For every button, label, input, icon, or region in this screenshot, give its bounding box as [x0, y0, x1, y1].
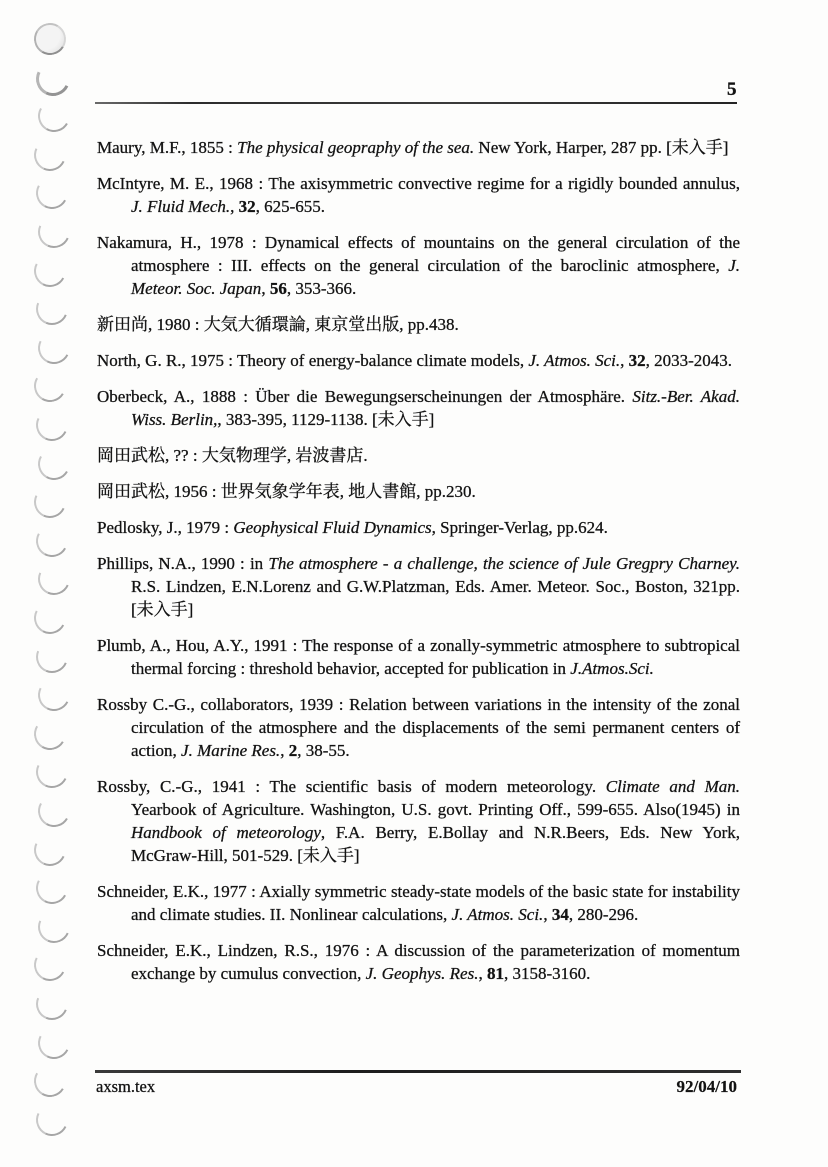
reference-text-segment: , [280, 741, 289, 760]
reference-text-segment: , 38-55. [297, 741, 350, 760]
binding-ring-mark [31, 57, 74, 100]
reference-text-segment: Phillips, N.A., 1990 : in [97, 554, 269, 573]
reference-text-segment: Schneider, E.K., 1977 : Axially symmetric steady-state models of the basic state for instability and climate studies. II. Nonlinear calculations, [97, 882, 740, 924]
binding-ring-mark [29, 134, 70, 175]
reference-text-segment: Geophysical Fluid Dynamics [233, 518, 432, 537]
binding-ring-mark [31, 20, 70, 59]
footer-date: 92/04/10 [676, 1077, 737, 1096]
reference-text-segment: McIntyre, M. E., 1968 : The axisymmetric convective regime for a rigidly bounded annulus, [97, 174, 740, 193]
reference-entry [97, 775, 740, 867]
binding-ring-mark [33, 906, 74, 947]
reference-text-segment: Nakamura, H., 1978 : Dynamical effects of mountains on the general circulation of the atmosphere : III. effects on the general circulation of the baroclinic atmosphere, [97, 233, 740, 275]
reference-text-segment: Plumb, A., Hou, A.Y., 1991 : The response of a zonally-symmetric atmosphere to subtropical thermal forcing : threshold behavior, accepted for publication in [97, 636, 740, 678]
binding-ring-mark [30, 251, 70, 291]
reference-entry [97, 172, 740, 218]
binding-ring-mark [31, 367, 70, 406]
reference-text-segment: 81 [486, 964, 504, 983]
reference-entry [97, 136, 740, 159]
reference-text-segment: The physical geopraphy of the sea. [237, 138, 475, 157]
binding-ring-mark [34, 328, 74, 368]
binding-ring-mark [34, 97, 73, 136]
binding-ring-mark [32, 1099, 73, 1140]
reference-text-segment: 岡田武松, 1956 : 世界気象学年表, 地人書館, pp.230. [97, 482, 476, 501]
reference-text-segment: 32 [238, 197, 256, 216]
reference-text-segment: Rossby C.-G., collaborators, 1939 : Relation between variations in the intensity of the zonal circulation of the atmosphere and the displacements of the semi permanent centers of action, [97, 695, 740, 760]
reference-text-segment: Rossby, C.-G., 1941 : The scientific basis of modern meteorology. [97, 777, 606, 796]
footer-filename: axsm.tex [96, 1077, 156, 1096]
reference-text-segment: North, G. R., 1975 : Theory of energy-balance climate models, [97, 351, 529, 370]
reference-text-segment: Handbook of meteorology [131, 823, 321, 842]
reference-entry [97, 880, 740, 926]
reference-text-segment: , [230, 197, 239, 216]
reference-text-segment: , [478, 964, 487, 983]
binding-ring-mark [32, 868, 72, 908]
binding-ring-mark [30, 598, 70, 638]
binding-ring-mark [29, 829, 70, 870]
reference-text-segment: 34 [551, 905, 569, 924]
reference-text-segment: , Springer-Verlag, pp.624. [431, 518, 608, 537]
reference-text-segment: Yearbook of Agriculture. Washington, U.S. govt. Printing Off., 599-655. Also(1945) in [131, 800, 740, 819]
footer-rule [95, 1070, 741, 1073]
reference-text-segment: The atmosphere - a challenge, the science of Jule Gregpry Charney. [268, 554, 740, 573]
header-rule [95, 102, 737, 104]
reference-text-segment: , 3158-3160. [503, 964, 591, 983]
reference-text-segment: 岡田武松, ?? : 大気物理学, 岩波書店. [97, 446, 368, 465]
binding-ring-mark [31, 983, 73, 1025]
reference-text-segment: Schneider, E.K., Lindzen, R.S., 1976 : A discussion of the parameterization of momentum exchange by cumulus convection, [97, 941, 740, 983]
reference-entry [97, 634, 740, 680]
reference-text-segment: , [261, 279, 270, 298]
binding-ring-mark [34, 791, 73, 830]
reference-text-segment: New York, Harper, 287 pp. [未入手] [474, 138, 729, 157]
reference-text-segment: , [620, 351, 629, 370]
reference-text-segment: , 625-655. [255, 197, 326, 216]
reference-text-segment: 56 [269, 279, 287, 298]
binding-ring-mark [29, 482, 70, 523]
binding-ring-mark [33, 211, 74, 252]
binding-ring-mark [33, 559, 74, 600]
binding-ring-mark [34, 444, 73, 483]
reference-entry [97, 444, 740, 467]
reference-text-segment: , 280-296. [568, 905, 639, 924]
reference-text-segment: J.Atmos.Sci. [570, 659, 654, 678]
binding-ring-mark [32, 405, 73, 446]
page-number: 5 [727, 79, 737, 100]
reference-text-segment: 2 [288, 741, 298, 760]
binding-ring-mark [32, 174, 72, 214]
reference-text-segment: J. Marine Res. [181, 741, 281, 760]
binding-ring-mark [31, 714, 70, 753]
binding-ring-mark [32, 752, 73, 793]
reference-text-segment: Sitz.-Ber. Akad. Wiss. Berlin, [131, 387, 740, 429]
reference-entry [97, 693, 740, 762]
binding-ring-mark [34, 1022, 74, 1062]
binding-ring-mark [32, 521, 72, 561]
reference-entry [97, 313, 740, 336]
reference-text-segment: J. Meteor. Soc. Japan [131, 256, 740, 298]
reference-text-segment: 新田尚, 1980 : 大気大循環論, 東京堂出版, pp.438. [97, 315, 459, 334]
reference-entry [97, 231, 740, 300]
reference-entry [97, 939, 740, 985]
reference-text-segment: , 353-366. [286, 279, 357, 298]
reference-text-segment: Oberbeck, A., 1888 : Über die Bewegungserscheinungen der Atmosphäre. [97, 387, 633, 406]
binding-ring-mark [30, 945, 70, 985]
reference-text-segment: J. Atmos. Sci. [451, 905, 544, 924]
reference-entry [97, 480, 740, 503]
reference-entry [97, 385, 740, 431]
reference-text-segment: R.S. Lindzen, E.N.Lorenz and G.W.Platzman, Eds. Amer. Meteor. Soc., Boston, 321pp. [未入手] [131, 577, 740, 619]
reference-text-segment: , 383-395, 1129-1138. [未入手] [217, 410, 435, 429]
reference-entry [97, 349, 740, 372]
reference-text-segment: , F.A. Berry, E.Bollay and N.R.Beers, Eds. New York, McGraw-Hill, 501-529. [未入手] [131, 823, 740, 865]
reference-entry [97, 552, 740, 621]
reference-text-segment: , 2033-2043. [645, 351, 733, 370]
reference-text-segment: J. Geophys. Res. [365, 964, 479, 983]
reference-text-segment: J. Atmos. Sci. [528, 351, 621, 370]
reference-entry [97, 516, 740, 539]
reference-text-segment: Maury, M.F., 1855 : [97, 138, 238, 157]
spiral-binding-marks [0, 0, 95, 1167]
reference-list [97, 136, 740, 998]
reference-text-segment: 32 [628, 351, 646, 370]
binding-ring-mark [31, 1062, 70, 1101]
reference-text-segment: Pedlosky, J., 1979 : [97, 518, 234, 537]
binding-ring-mark [31, 636, 73, 678]
binding-ring-mark [31, 288, 73, 330]
binding-ring-mark [34, 675, 74, 715]
reference-text-segment: , [543, 905, 552, 924]
reference-text-segment: J. Fluid Mech. [131, 197, 231, 216]
reference-text-segment: Climate and Man. [605, 777, 740, 796]
